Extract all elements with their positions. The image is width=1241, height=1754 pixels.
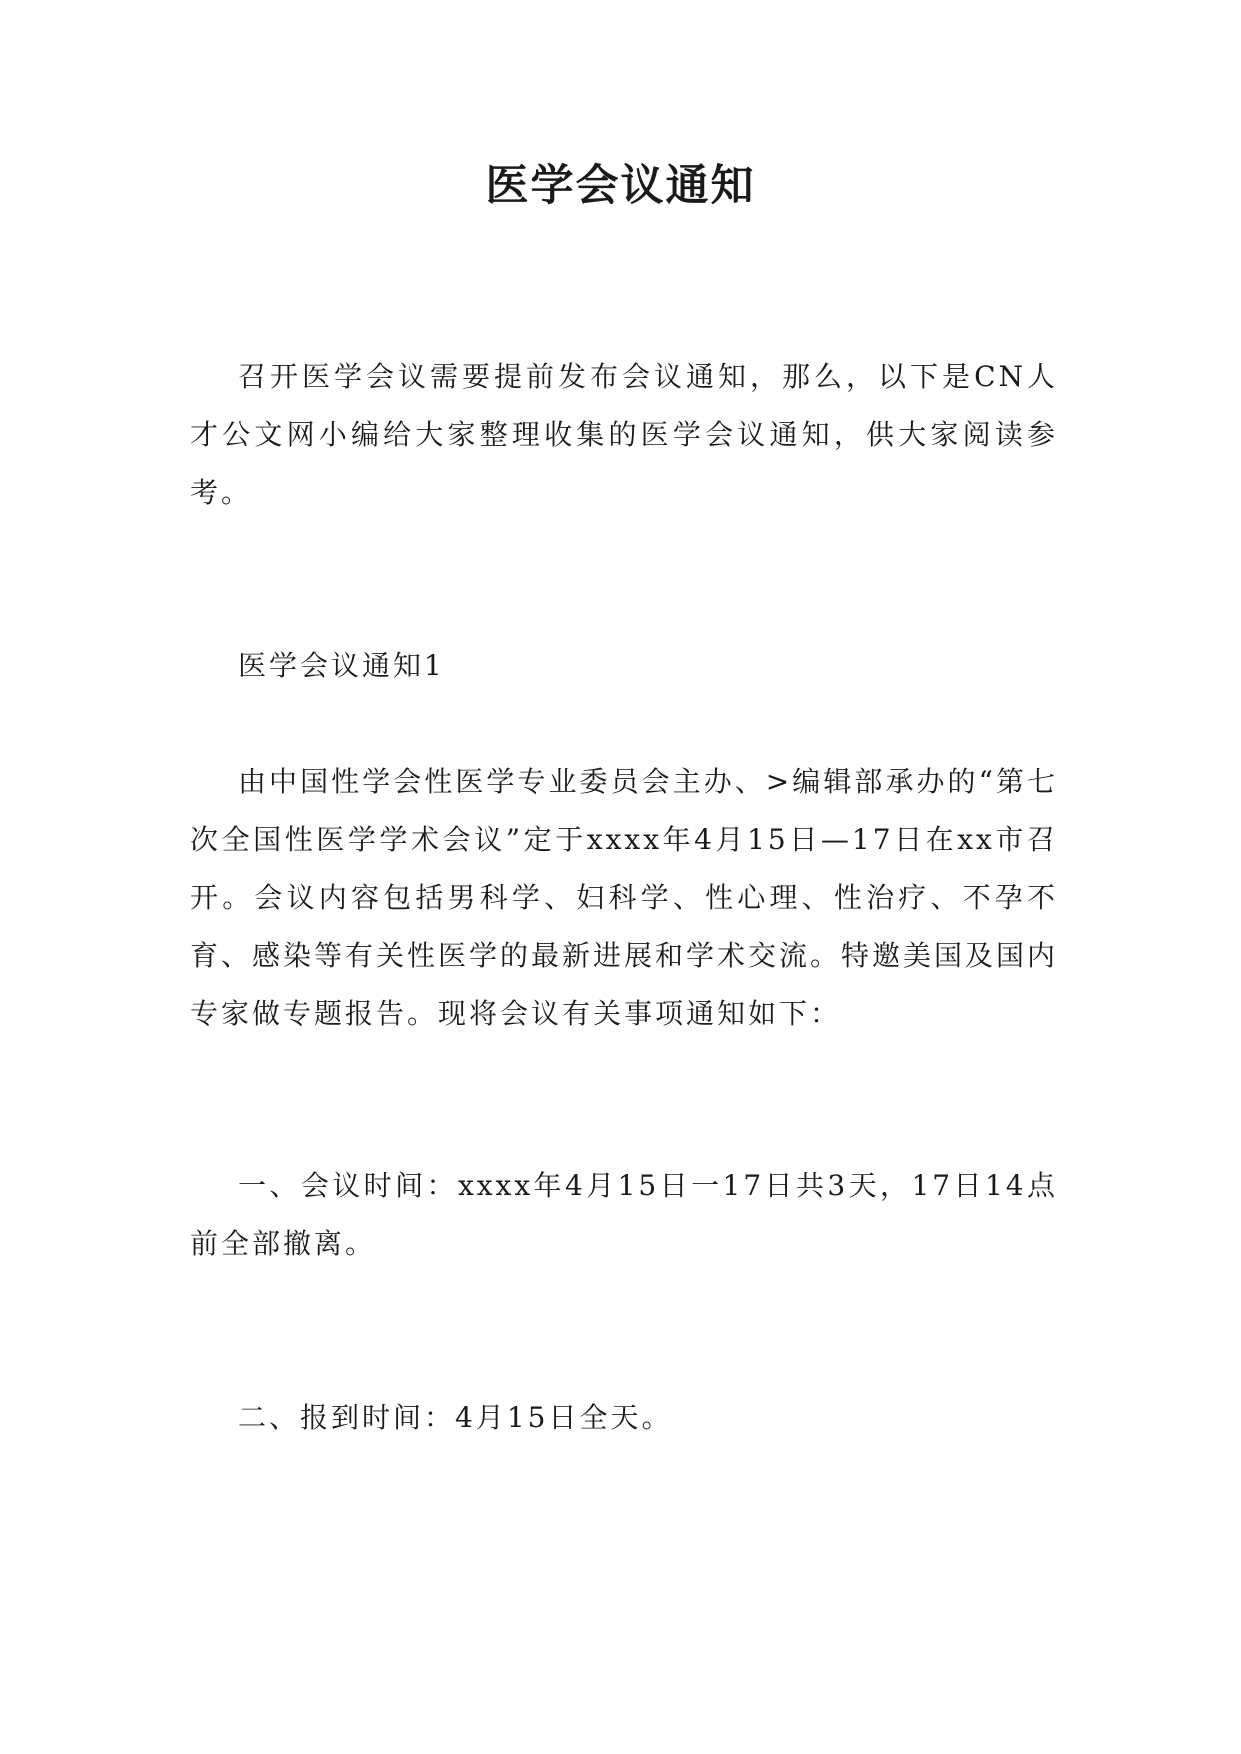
registration-time-item: 二、报到时间：4月15日全天。 [238, 1401, 673, 1434]
intro-paragraph: 召开医学会议需要提前发布会议通知，那么，以下是CN人才公文网小编给大家整理收集的医学会议通知，供大家阅读参考。 [190, 360, 1058, 509]
section-heading: 医学会议通知1 [238, 649, 445, 682]
meeting-time-item: 一、会议时间：xxxx年4月15日一17日共3天，17日14点前全部撤离。 [190, 1169, 1058, 1260]
body-paragraph: 由中国性学会性医学专业委员会主办、>编辑部承办的“第七次全国性医学学术会议”定于xxxx年4月15日—17日在xx市召开。会议内容包括男科学、妇科学、性心理、性治疗、不孕不育、感染等有关性医学的最新进展和学术交流。特邀美国及国内专家做专题报告。现将会议有关事项通知如下： [190, 765, 1059, 1030]
document-title: 医学会议通知 [485, 161, 756, 211]
